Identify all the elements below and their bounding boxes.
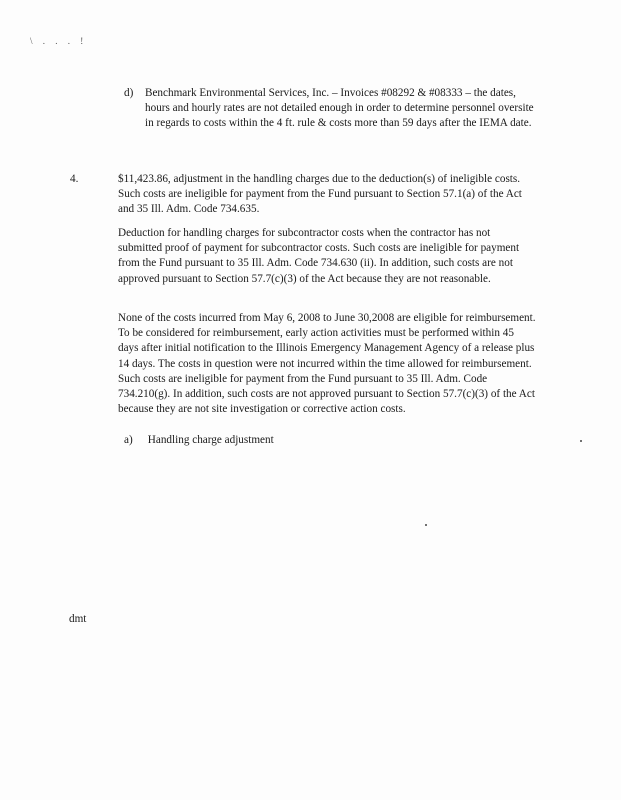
list-item-d-text: Benchmark Environmental Services, Inc. – Invoices #08292 & #08333 – the dates, hours and hourly rates are not detailed enough in order to determine personnel oversite in regards to costs within the 4 ft. rule & costs more than 59 days after the IEMA date. [145,87,534,130]
item-number-4: 4. [70,173,79,185]
list-item-d [124,86,534,132]
sub-item-a-text: Handling charge adjustment [147,434,274,446]
scan-speck [580,440,582,442]
paragraph-subcontractor-deduction: Deduction for handling charges for subcontractor costs when the contractor has not submitted proof of payment for subcontractor costs. Such costs are ineligible for payment from the Fund pursuant to 35 Ill. Adm. Code 734.630 (ii). In addition, such costs are not approved pursuant to Section 57.7(c)(3) of the Act because they are not reasonable. [118,227,520,285]
typist-initials: dmt [69,613,87,625]
scan-speck [425,524,427,526]
corner-scan-mark: \ . . . ! [30,36,88,46]
sub-item-a [124,433,274,448]
paragraph-ineligible-dates: None of the costs incurred from May 6, 2008 to June 30,2008 are eligible for reimbursement. To be considered for reimbursement, early action activities must be performed within 45 days after initial notification to the Illinois Emergency Management Agency of a release plus 14 days. The costs in question were not incurred within the time allowed for reimbursement. Such costs are ineligible for payment from the Fund pursuant to 35 Ill. Adm. Code 734.210(g). In addition, such costs are not approved pursuant to Section 57.7(c)(3) of the Act because they are not site investigation or corrective action costs. [118,312,536,416]
sub-item-a-marker: a) [124,434,133,446]
paragraph-handling-adjustment: $11,423.86, adjustment in the handling charges due to the deduction(s) of ineligible costs. Such costs are ineligible for payment from the Fund pursuant to Section 57.1(a) of the Act and 35 Ill. Adm. Code 734.635. [118,173,522,216]
list-marker-d: d) [124,87,134,99]
